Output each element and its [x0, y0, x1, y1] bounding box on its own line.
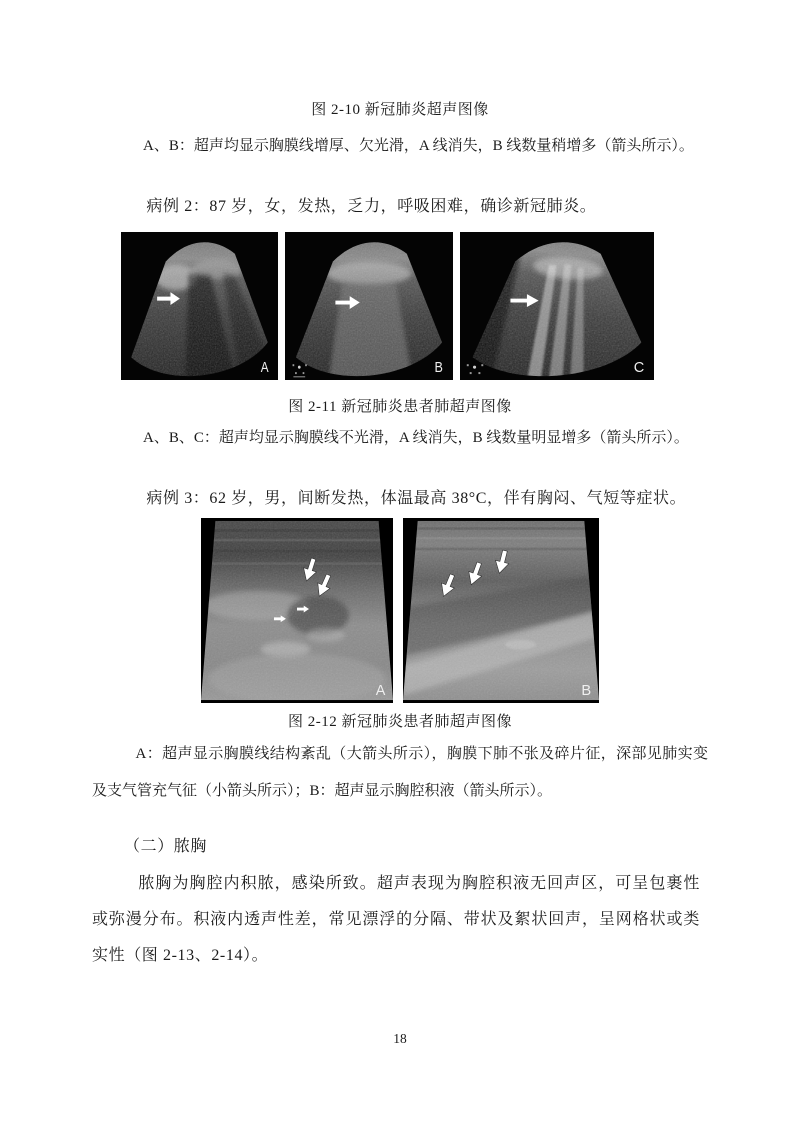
image-label: C [633, 360, 645, 377]
image-label: B [581, 683, 592, 700]
page-number: 18 [393, 1031, 407, 1046]
figure-2-11-images [121, 232, 654, 380]
figure-2-12-caption: 图 2-12 新冠肺炎患者肺超声图像 [288, 714, 512, 730]
ultrasound-image-2-11-a [121, 232, 278, 380]
section-heading-empyema: （二）脓胸 [124, 838, 208, 855]
figure-2-12-description: A：超声显示胸膜线结构紊乱（大箭头所示），胸膜下肺不张及碎片征，深部见肺实变及支气管充气征（小箭头所示）；B：超声显示胸腔积液（箭头所示）。 [92, 746, 708, 799]
ultrasound-image-2-12-b [403, 518, 599, 703]
ultrasound-image-2-11-b [285, 232, 453, 380]
image-label: A [375, 683, 386, 700]
figure-2-11-caption: 图 2-11 新冠肺炎患者肺超声图像 [288, 399, 512, 415]
figure-2-12-images [201, 518, 599, 703]
case-3-text: 病例 3：62 岁，男，间断发热，体温最高 38°C，伴有胸闷、气短等症状。 [146, 490, 687, 507]
figure-2-10-description: A、B：超声均显示胸膜线增厚、欠光滑，A 线消失，B 线数量稍增多（箭头所示）。 [143, 138, 694, 154]
case-2-text: 病例 2：87 岁，女，发热，乏力，呼吸困难，确诊新冠肺炎。 [146, 198, 597, 215]
image-label: B [434, 359, 443, 376]
empyema-paragraph: 脓胸为胸腔内积脓，感染所致。超声表现为胸腔积液无回声区，可呈包裹性或弥漫分布。积液内透声性差，常见漂浮的分隔、带状及絮状回声，呈网格状或类实性（图 2-13、2-14）。 [92, 875, 700, 964]
figure-2-11-description: A、B、C：超声均显示胸膜线不光滑，A 线消失，B 线数量明显增多（箭头所示）。 [143, 430, 689, 446]
linear-scan-b [403, 518, 599, 703]
figure-2-10-caption: 图 2-10 新冠肺炎超声图像 [311, 102, 489, 118]
ultrasound-image-2-11-c [460, 232, 654, 380]
image-label: A [260, 358, 269, 376]
ultrasound-image-2-12-a [201, 518, 393, 703]
